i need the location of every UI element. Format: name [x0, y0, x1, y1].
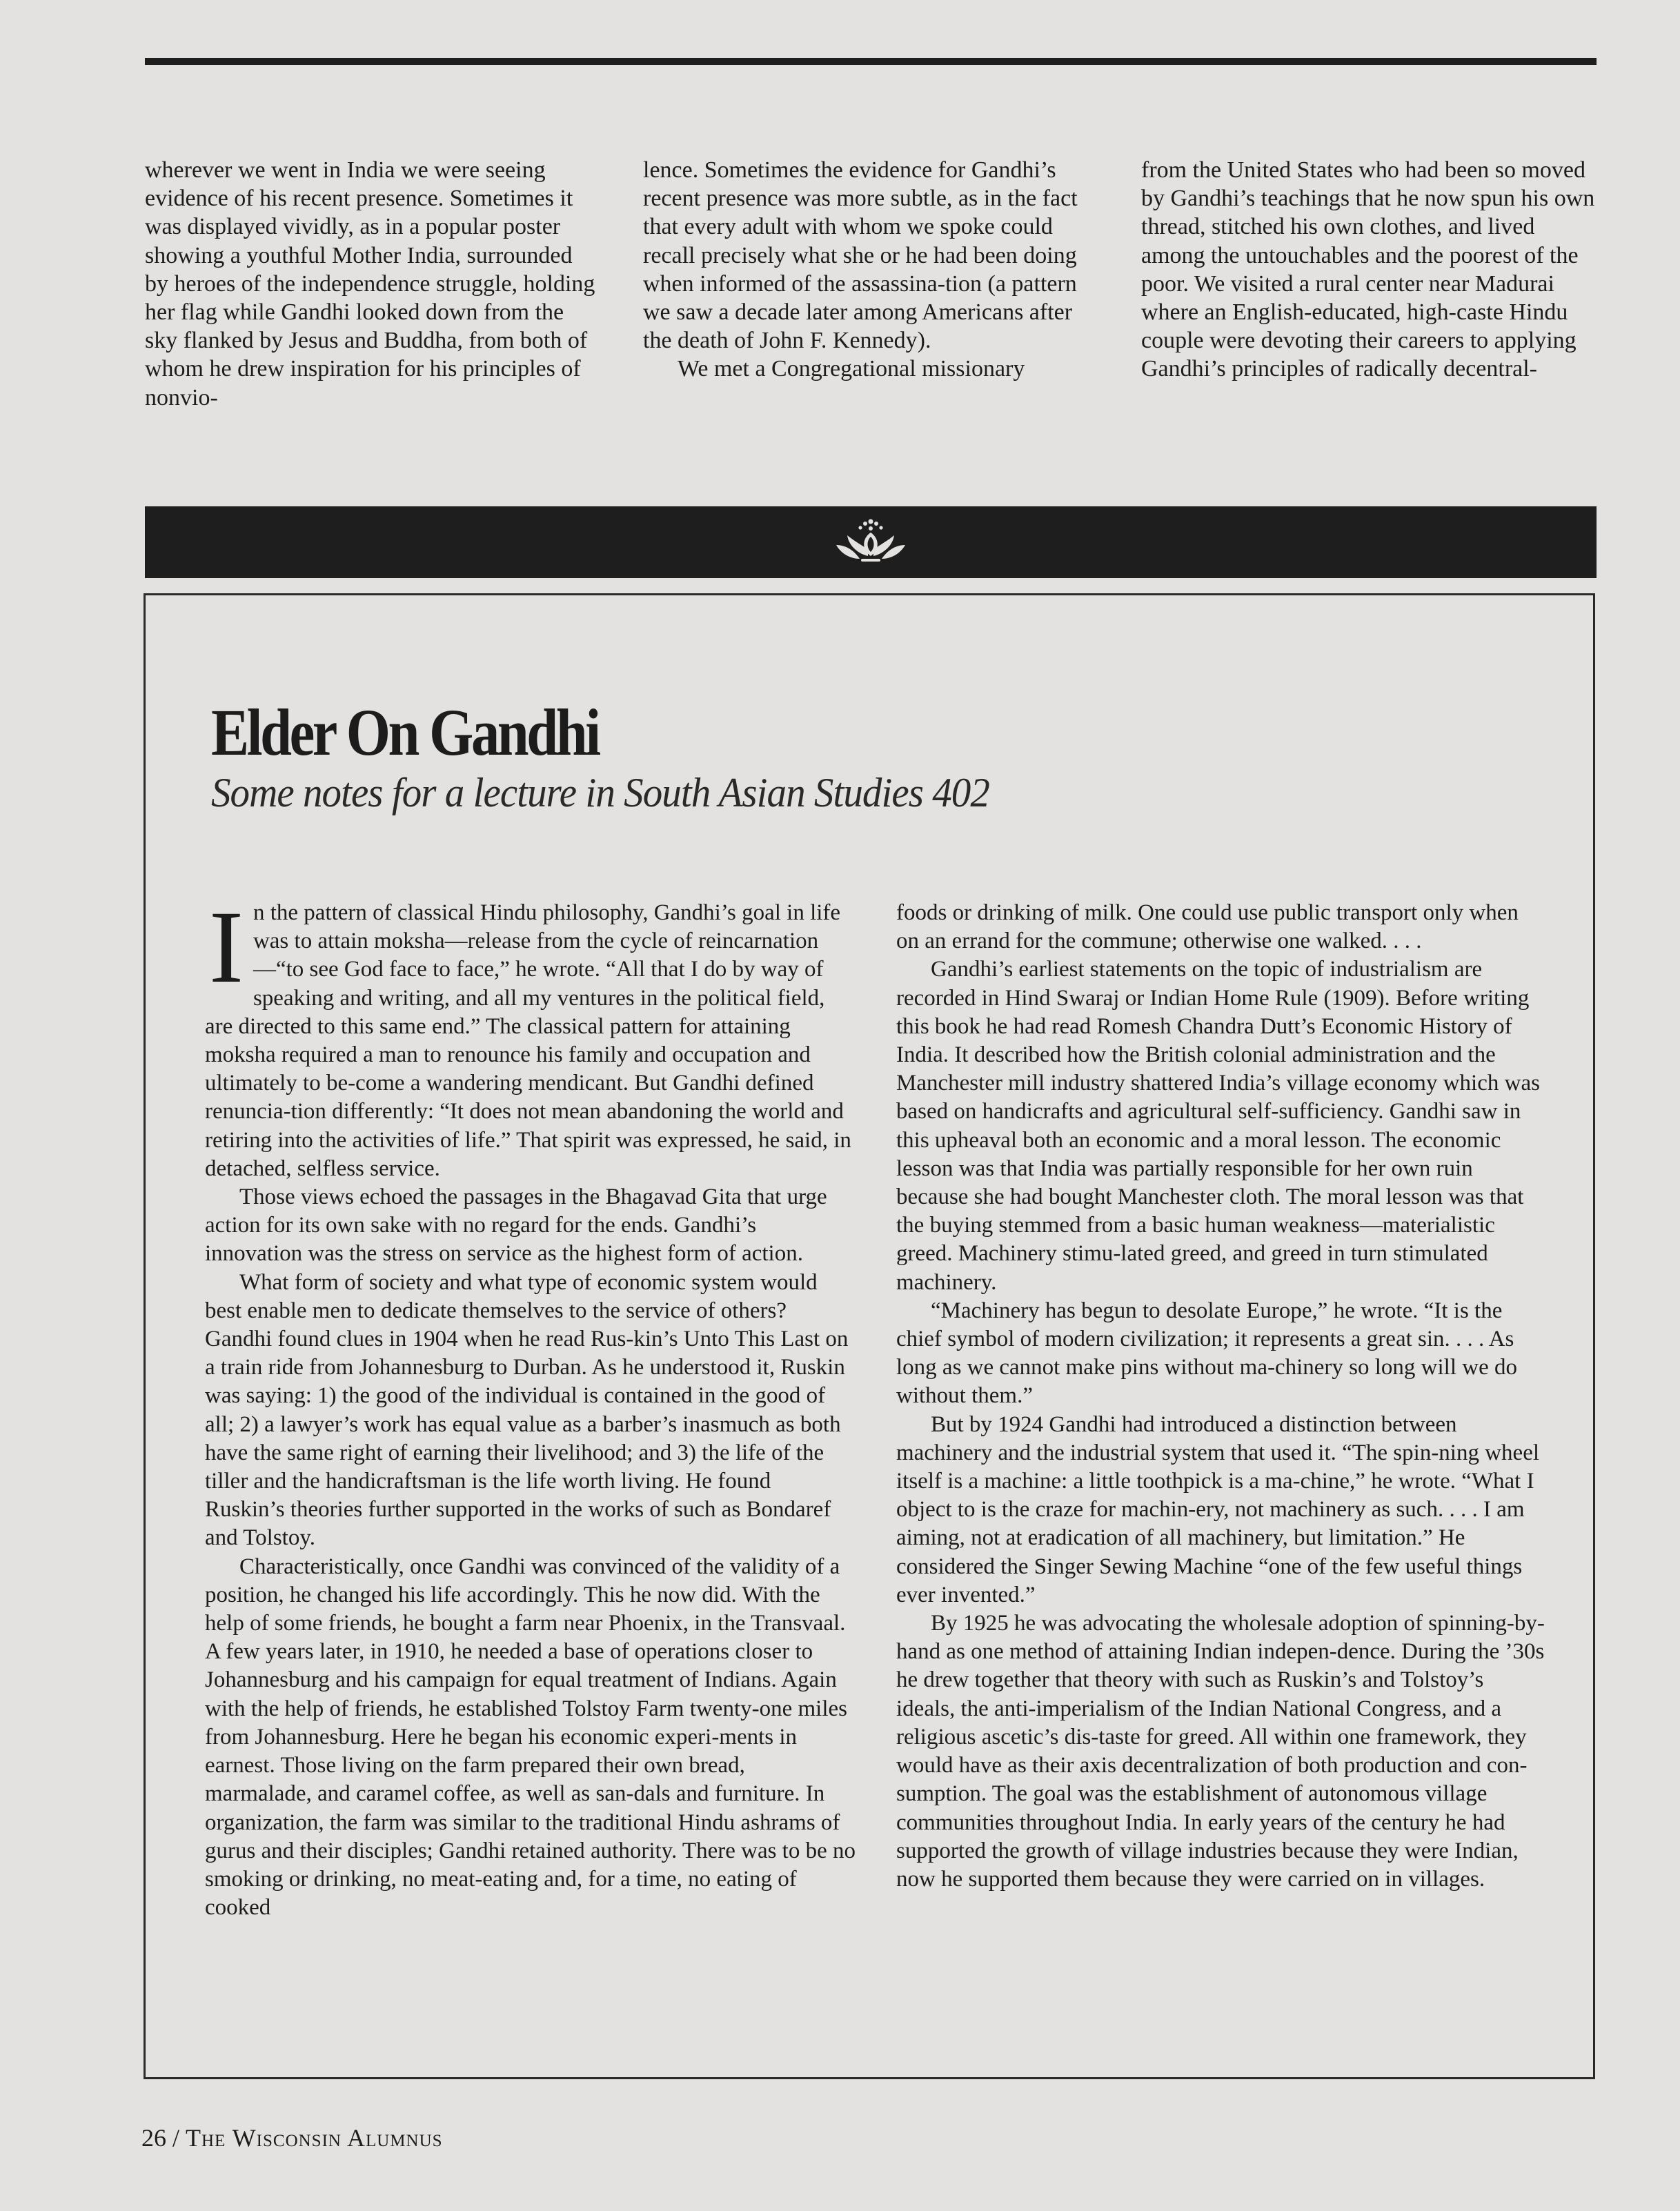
top-column-1-paragraph-1: wherever we went in India we were seeing evidence of his recent presence. Sometimes it was displayed vividly, as in a popular poster showing a youthful Mother India, surrounded by heroes of the independence struggle, holding her flag while Gandhi looked down from the sky flanked by Jesus and Buddha, from both of whom he drew inspiration for his principles of nonvio- — [145, 157, 595, 410]
article-left-paragraph-1-text: n the pattern of classical Hindu philosophy, Gandhi’s goal in life was to attain moksha—release from the cycle of reincarnation—“to see God face to face,” he wrote. “All that I do by way of speaking and writing, and all my ventures in the political field, are directed to this same end.” The classical pattern for attaining moksha required a man to renounce his family and occupation and ultimately to be-come a wandering mendicant. But Gandhi defined renuncia-tion differently: “It does not mean abandoning the world and retiring into the activities of life.” That spirit was expressed, he said, in detached, selfless service. — [205, 900, 851, 1181]
article-title: Elder On Gandhi — [211, 695, 599, 769]
publication-name: The Wisconsin Alumnus — [186, 2124, 443, 2152]
page-footer — [141, 2123, 443, 2152]
article-right-paragraph-3: “Machinery has begun to desolate Europe,” he wrote. “It is the chief symbol of modern civilization; it represents a great sin. . . . As long as we cannot make pins without ma-chinery so long will we do without them.” — [896, 1298, 1517, 1409]
article-left-paragraph-2: Those views echoed the passages in the Bhagavad Gita that urge action for its own sake with no regard for the ends. Gandhi’s innovation was the stress on service as the highest form of action. — [205, 1184, 827, 1267]
article-right-paragraph-1: foods or drinking of milk. One could use public transport only when on an errand for the commune; otherwise one walked. . . . — [896, 900, 1519, 954]
top-column-1 — [145, 156, 600, 412]
drop-cap: I — [209, 890, 244, 1004]
top-column-2-paragraph-1: lence. Sometimes the evidence for Gandhi’s recent presence was more subtle, as in the fact that every adult with whom we spoke could recall precisely what she or he had been doing when informed of the assassina-tion (a pattern we saw a decade later among Americans after the death of John F. Kennedy). — [643, 157, 1078, 354]
article-columns — [205, 890, 1547, 1922]
top-rule — [145, 58, 1597, 65]
article-right-paragraph-5: By 1925 he was advocating the wholesale adoption of spinning-by-hand as one method of attaining Indian indepen-dence. During the ’30s he drew together that theory with such as Ruskin’s and Tolstoy’s ideals, the anti-imperialism of the Indian National Congress, and a religious ascetic’s dis-taste for greed. All within one framework, they would have as their axis decentralization of both production and con-sumption. The goal was the establishment of autonomous village communities throughout India. In early years of the century he had supported the growth of village industries because they were Indian, now he supported them because they were carried on in villages. — [896, 1611, 1545, 1892]
article-left-paragraph-4: Characteristically, once Gandhi was convinced of the validity of a position, he changed his life accordingly. This he now did. With the help of some friends, he bought a farm near Phoenix, in the Transvaal. A few years later, in 1910, he needed a base of operations closer to Johannesburg and his campaign for equal treatment of Indians. Again with the help of friends, he established Tolstoy Farm twenty-one miles from Johannesburg. Here he began his economic experi-ments in earnest. Those living on the farm prepared their own bread, marmalade, and caramel coffee, as well as san-dals and furniture. In organization, the farm was similar to the traditional Hindu ashrams of gurus and their disciples; Gandhi retained authority. There was to be no smoking or drinking, no meat-eating and, for a time, no eating of cooked — [205, 1554, 856, 1921]
article-column-right — [896, 899, 1547, 1922]
article-left-paragraph-1 — [205, 890, 856, 1183]
article-left-paragraph-3: What form of society and what type of economic system would best enable men to dedicate themselves to the service of others? Gandhi found clues in 1904 when he read Rus-kin’s Unto This Last on a train ride from Johannesburg to Durban. As he understood it, Ruskin was saying: 1) the good of the individual is contained in the good of all; 2) a lawyer’s work has equal value as a barber’s inasmuch as both have the same right of earning their livelihood; and 3) the life of the tiller and the handicraftsman is the life worth living. He found Ruskin’s theories further supported in the works of such as Bondaref and Tolstoy. — [205, 1269, 849, 1551]
top-column-2 — [643, 156, 1098, 412]
article-right-paragraph-2: Gandhi’s earliest statements on the topic of industrialism are recorded in Hind Swaraj or Indian Home Rule (1909). Before writing this book he had read Romesh Chandra Dutt’s Economic History of India. It described how the British colonial administration and the Manchester mill industry shattered India’s village economy which was based on handicrafts and agricultural self-sufficiency. Gandhi saw in this upheaval both an economic and a moral lesson. The economic lesson was that India was partially responsible for her own ruin because she had bought Manchester cloth. The moral lesson was that the buying stemmed from a basic human weakness—materialistic greed. Machinery stimu-lated greed, and greed in turn stimulated machinery. — [896, 957, 1540, 1295]
article-box — [144, 593, 1595, 2079]
footer-separator: / — [172, 2124, 180, 2152]
top-column-3 — [1141, 156, 1597, 412]
article-column-left — [205, 890, 856, 1922]
article-right-paragraph-4: But by 1924 Gandhi had introduced a distinction between machinery and the industrial system that used it. “The spin-ning wheel itself is a machine: a little toothpick is a ma-chine,” he wrote. “What I object to is the craze for machin-ery, not machinery as such. . . . I am aiming, not at eradication of all machinery, but limitation.” He considered the Singer Sewing Machine “one of the few useful things ever invented.” — [896, 1411, 1540, 1607]
page-number: 26 — [141, 2124, 166, 2152]
section-divider-banner — [145, 506, 1597, 578]
top-column-3-paragraph-1: from the United States who had been so moved by Gandhi’s teachings that he now spun his own thread, stitched his own clothes, and lived among the untouchables and the poorest of the poor. We visited a rural center near Madurai where an English-educated, high-caste Hindu couple were devoting their careers to applying Gandhi’s principles of radically decentral- — [1141, 157, 1595, 382]
lotus-ornament-icon — [829, 513, 912, 572]
article-subtitle: Some notes for a lecture in South Asian Studies 402 — [211, 770, 989, 815]
previous-article-columns — [145, 156, 1597, 412]
top-column-2-paragraph-2: We met a Congregational missionary — [678, 356, 1025, 382]
